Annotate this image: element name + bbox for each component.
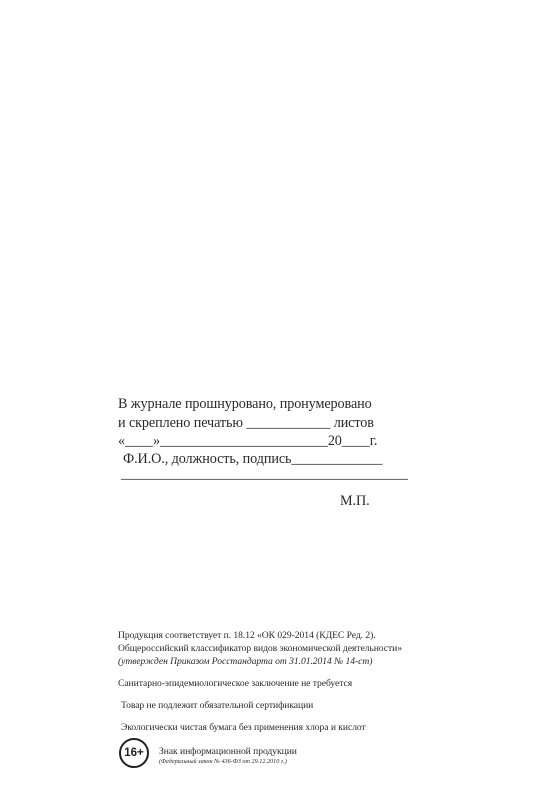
conformity-line-3: (утвержден Приказом Росстандарта от 31.01.2014 № 14-ст) — [118, 656, 373, 667]
registration-line-2: и скреплено печатью ____________ листов — [118, 415, 374, 431]
stamp-place-label: М.П. — [340, 493, 370, 509]
info-product-label: Знак информационной продукции — [159, 746, 297, 757]
sanitary-note: Санитарно-эпидемиологическое заключение не требуется — [118, 678, 353, 689]
info-product-law: (Федеральный закон № 436-ФЗ от 29.12.2010 г.) — [159, 758, 287, 765]
eco-paper-note: Экологически чистая бумага без применения хлора и кислот — [121, 722, 366, 733]
registration-blank-line: _________________________________________ — [121, 466, 408, 482]
certification-note: Товар не подлежит обязательной сертификации — [121, 700, 314, 711]
registration-date-line: «____»________________________20____г. — [118, 433, 378, 449]
age-rating-icon — [119, 738, 149, 768]
registration-signature-line: Ф.И.О., должность, подпись_____________ — [123, 451, 383, 467]
conformity-line-2: Общероссийский классификатор видов экономической деятельности» — [118, 643, 402, 654]
registration-line-1: В журнале прошнуровано, пронумеровано — [118, 396, 372, 412]
conformity-line-1: Продукция соответствует п. 18.12 «ОК 029-2014 (КДЕС Ред. 2). — [118, 630, 376, 641]
age-rating-text: 16+ — [124, 747, 144, 759]
